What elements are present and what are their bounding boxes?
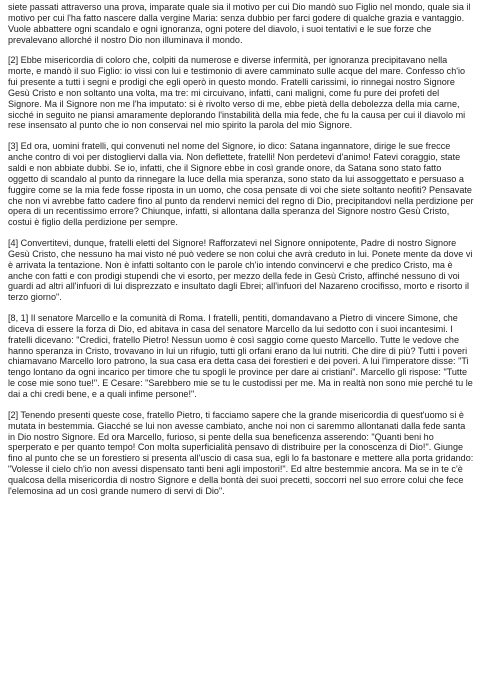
paragraph-section-3: [3] Ed ora, uomini fratelli, qui convenuti nel nome del Signore, io dico: Satana ingannatore, dirige le sue frecce anche contro di voi per distogliervi dalla via. Non deflettete, fratelli! Non perdetevi d'animo! Fatevi coraggio, state saldi e non abbiate dubbi. Se io, infatti, che il Signore ebbe in così grande onore, da Satana sono stato fatto oggetto di scandalo al punto da rinnegare la luce della mia speranza, sono stato da lui assoggettato e persuaso a fuggire come se la mia fede fosse riposta in un uomo, che cosa pensate di voi che siete soltanto neofiti? Pensavate che non vi avrebbe fatto cadere fino al punto da rendervi nemici del regno di Dio, precipitandovi nella perdizione per opera di un recentissimo errore? Chiunque, infatti, si allontana dalla speranza del Signore nostro Gesù Cristo, costui è figlio della perdizione per sempre. (8, 141, 474, 228)
paragraph-section-8-2: [2] Tenendo presenti queste cose, fratello Pietro, ti facciamo sapere che la grande misericordia di quest'uomo si è mutata in bestemmia. Giacché se lui non avesse cambiato, anche noi non ci saremmo allontanati dalla fede santa in Dio nostro Signore. Ed ora Marcello, furioso, si pente della sua beneficenza asserendo: "Quanti beni ho sperperato e per quanto tempo! Con molta superficialità pensavo di distribuire per la conoscenza di Dio!". Giunge fino al punto che se un forestiero si presenta all'uscio di casa sua, egli lo fa bastonare e mettere alla porta gridando: "Volesse il cielo ch'io non avessi dispensato tanti beni agli impostori!". Ed altre bestemmie ancora. Ma se in te c'è qualcosa della misericordia di nostro Signore e della bontà dei suoi precetti, soccorri nel suo errore colui che fece l'elemosina ad un così grande numero di servi di Dio". (8, 409, 474, 496)
paragraph-section-4: [4] Convertitevi, dunque, fratelli eletti del Signore! Rafforzatevi nel Signore onnipotente, Padre di nostro Signore Gesù Cristo, che nessuno ha mai visto né può vedere se non colui che avrà creduto in lui. Ponete mente da dove vi è arrivata la tentazione. Non è infatti soltanto con le parole ch'io intendo convincervi e che predico Cristo, ma è anche con fatti e con prodigi stupendi che vi esorto, per mezzo della fede in Gesù Cristo, affinché nessuno di voi guardi ad altri all'infuori di lui disprezzato e insultato dagli Ebrei; all'infuori del Nazareno crocifisso, morto e risorto il terzo giorno". (8, 238, 473, 303)
paragraph-section-8-1: [8, 1] Il senatore Marcello e la comunità di Roma. I fratelli, pentiti, domandavano a Pietro di vincere Simone, che diceva di essere la forza di Dio, ed abitava in casa del senatore Marcello da lui sedotto con i suoi incantesimi. I fratelli dicevano: "Credici, fratello Pietro! Nessun uomo è così saggio come questo Marcello. Tutte le vedove che hanno speranza in Cristo, trovavano in lui un rifugio, tutti gli orfani erano da lui nutriti. Che dire di più? Tutti i poveri chiamavano Marcello loro patrono, la sua casa era detta casa dei forestieri e dei poveri. A lui l'imperatore disse: "Ti tengo lontano da ogni incarico per timore che tu spogli le province per dare ai cristiani". Marcello gli rispose: "Tutte le cose mie sono tue!". E Cesare: "Sarebbero mie se tu le custodissi per me. Ma in realtà non sono mie perché tu le dai a chi credi bene, e a quali infime persone!". (8, 313, 473, 399)
document-page (8, 2, 474, 507)
paragraph-section-2: [2] Ebbe misericordia di coloro che, colpiti da numerose e diverse infermità, per ignoranza precipitavano nella morte, e mandò il suo Figlio: io vissi con lui e testimonio di avere camminato sulle acque del mare. Confesso ch'io fui presente a tutti i segni e prodigi che egli operò in questo mondo. Fratelli carissimi, io rinnegai nostro Signore Gesù Cristo e non soltanto una volta, ma tre: mi circuivano, infatti, cani maligni, come fu pure dei profeti del Signore. Ma il Signore non me l'ha imputato: si è rivolto verso di me, ebbe pietà della debolezza della mia carne, sicché in seguito ne piansi amaramente deplorando l'instabilità della mia fede, che fu la causa per cui il diavolo mi rese insensato al punto che io non conservai nel mio spirito la parola del mio Signore. (8, 55, 466, 131)
paragraph-intro: siete passati attraverso una prova, imparate quale sia il motivo per cui Dio mandò suo Figlio nel mondo, quale sia il motivo per cui l'ha fatto nascere dalla vergine Maria: senza dubbio per farci godere di qualche grazia e vantaggio. Vuole abbattere ogni scandalo e ogni ignoranza, ogni potere del diavolo, i suoi tentativi e le sue forze che prevalevano allorché il nostro Dio non illuminava il mondo. (8, 2, 471, 45)
